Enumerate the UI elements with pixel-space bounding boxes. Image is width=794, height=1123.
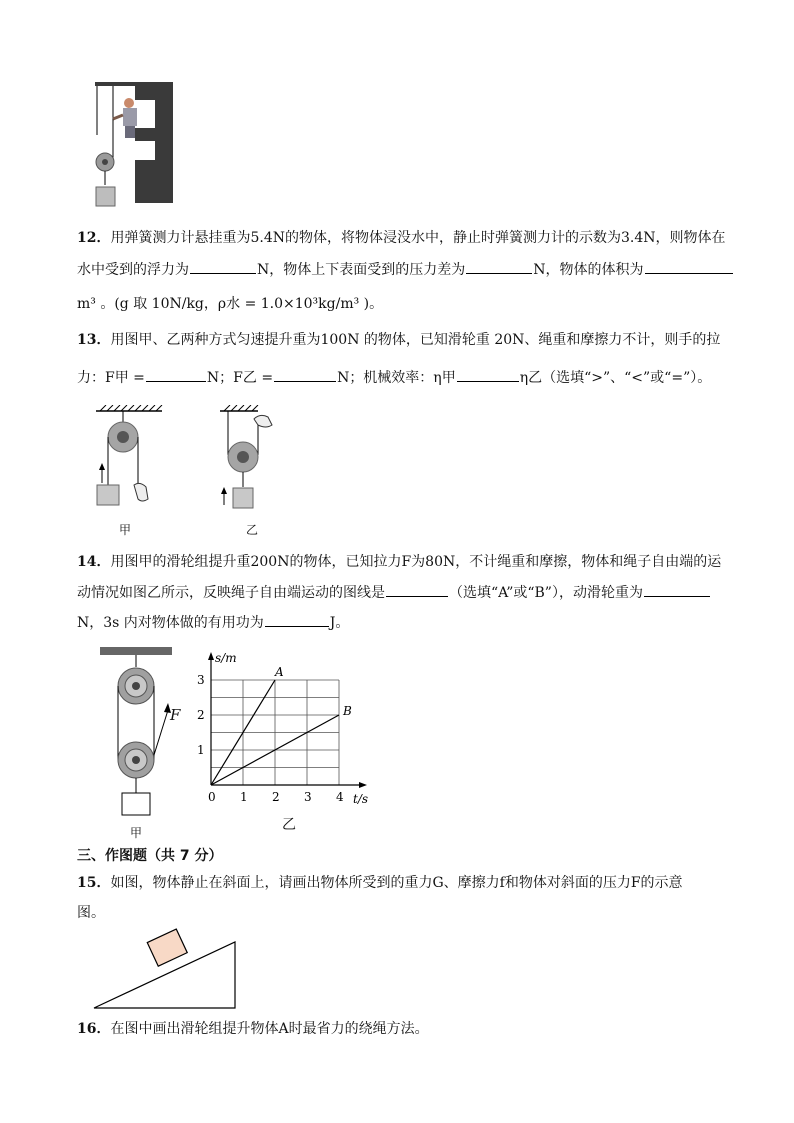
q12-text-3: m³ 。(g 取 10N/kg，ρ水 = 1.0×10³kg/m³ )。 [77,296,384,312]
q13-blank-efficiency[interactable] [457,367,519,382]
q12-text-2a: 水中受到的浮力为 [77,262,189,278]
q13-line1 [77,330,720,350]
q14-blank-pulley-weight[interactable] [644,582,710,597]
q12-number: 12． [77,230,111,246]
y-axis-arrow [208,652,214,660]
q13-number: 13． [77,332,111,348]
q13-caption-jia: 甲 [119,523,132,537]
y-axis-label: s/m [215,651,237,665]
q14-text-2b: （选填“A”或“B”），动滑轮重为 [449,585,643,601]
series-label-A: A [275,665,284,679]
section-3-title: 三、作图题（共 7 分） [77,848,223,864]
series-label-B: B [343,704,352,718]
x-tick-label: 2 [272,790,280,804]
q13-text-1: 用图甲、乙两种方式匀速提升重为100N 的物体，已知滑轮重 20N、绳重和摩擦力不计，则手的拉 [110,332,721,348]
y-tick-label: 2 [197,708,205,722]
q15-text-1: 如图，物体静止在斜面上，请画出物体所受到的重力G、摩擦力f和物体对斜面的压力F的示意 [110,875,683,891]
figure-q15-incline [92,928,237,1010]
q14-blank-line[interactable] [386,582,448,597]
q16-line1 [77,1019,429,1039]
q14-line3 [77,612,349,633]
q14-text-3a: N，3s 内对物体做的有用功为 [77,615,264,631]
q15-line1 [77,873,683,893]
chart-series [211,665,352,785]
q12-text-1: 用弹簧测力计悬挂重为5.4N的物体，将物体浸没水中，静止时弹簧测力计的示数为3.4N，则物体在 [110,230,726,246]
q14-caption-jia: 甲 [130,826,143,840]
figure-q14-pulley-block [98,645,188,820]
q16-text-1: 在图中画出滑轮组提升物体A时最省力的绕绳方法。 [110,1021,429,1037]
q15-text-2: 图。 [77,905,105,921]
q12-text-2c: N，物体的体积为 [533,262,644,278]
q12-blank-buoyancy[interactable] [190,259,256,274]
q14-text-1: 用图甲的滑轮组提升重200N的物体，已知拉力F为80N，不计绳重和摩擦，物体和绳子自由端的运 [110,554,722,570]
q14-force-label: F [170,706,181,724]
q13-blank-f-jia[interactable] [146,367,206,382]
q12-text-2b: N，物体上下表面受到的压力差为 [257,262,466,278]
q13-blank-f-yi[interactable] [274,367,336,382]
x-tick-label: 3 [304,790,312,804]
q14-caption-yi: 乙 [282,817,296,833]
q13-caption-yi: 乙 [246,523,259,537]
q12-blank-volume[interactable] [645,259,733,274]
q13-text-2a: 力：F甲 = [77,370,145,386]
q12-line2 [77,259,734,280]
q12-line3 [77,294,383,314]
figure-man-pulley [85,75,185,220]
y-tick-label: 1 [197,743,205,757]
figure-q13-movable-pulley [218,405,278,517]
q13-text-2c: N；机械效率：η甲 [337,370,456,386]
q14-blank-useful-work[interactable] [265,612,329,627]
q13-text-2b: N；F乙 = [206,370,274,386]
q12-line1 [77,228,726,248]
q13-text-2d: η乙（选填“>”、“<”或“=”）。 [519,370,712,386]
x-axis-label: t/s [353,792,369,806]
q14-st-chart [193,648,373,808]
q14-line1 [77,552,721,572]
x-tick-label: 4 [336,790,344,804]
y-tick-label: 3 [197,673,205,687]
q15-number: 15． [77,875,111,891]
q16-number: 16． [77,1021,111,1037]
q14-text-3b: J。 [329,615,350,631]
q12-blank-pressure-diff[interactable] [466,259,532,274]
q14-number: 14． [77,554,111,570]
q14-text-2a: 动情况如图乙所示，反映绳子自由端运动的图线是 [77,585,385,601]
x-axis-arrow [359,782,367,788]
x-tick-label: 0 [208,790,216,804]
figure-q13-fixed-pulley [94,405,164,517]
q14-line2 [77,582,711,603]
x-tick-label: 1 [240,790,248,804]
q15-line2 [77,903,105,923]
chart-grid [211,680,339,785]
q13-line2 [77,367,711,388]
